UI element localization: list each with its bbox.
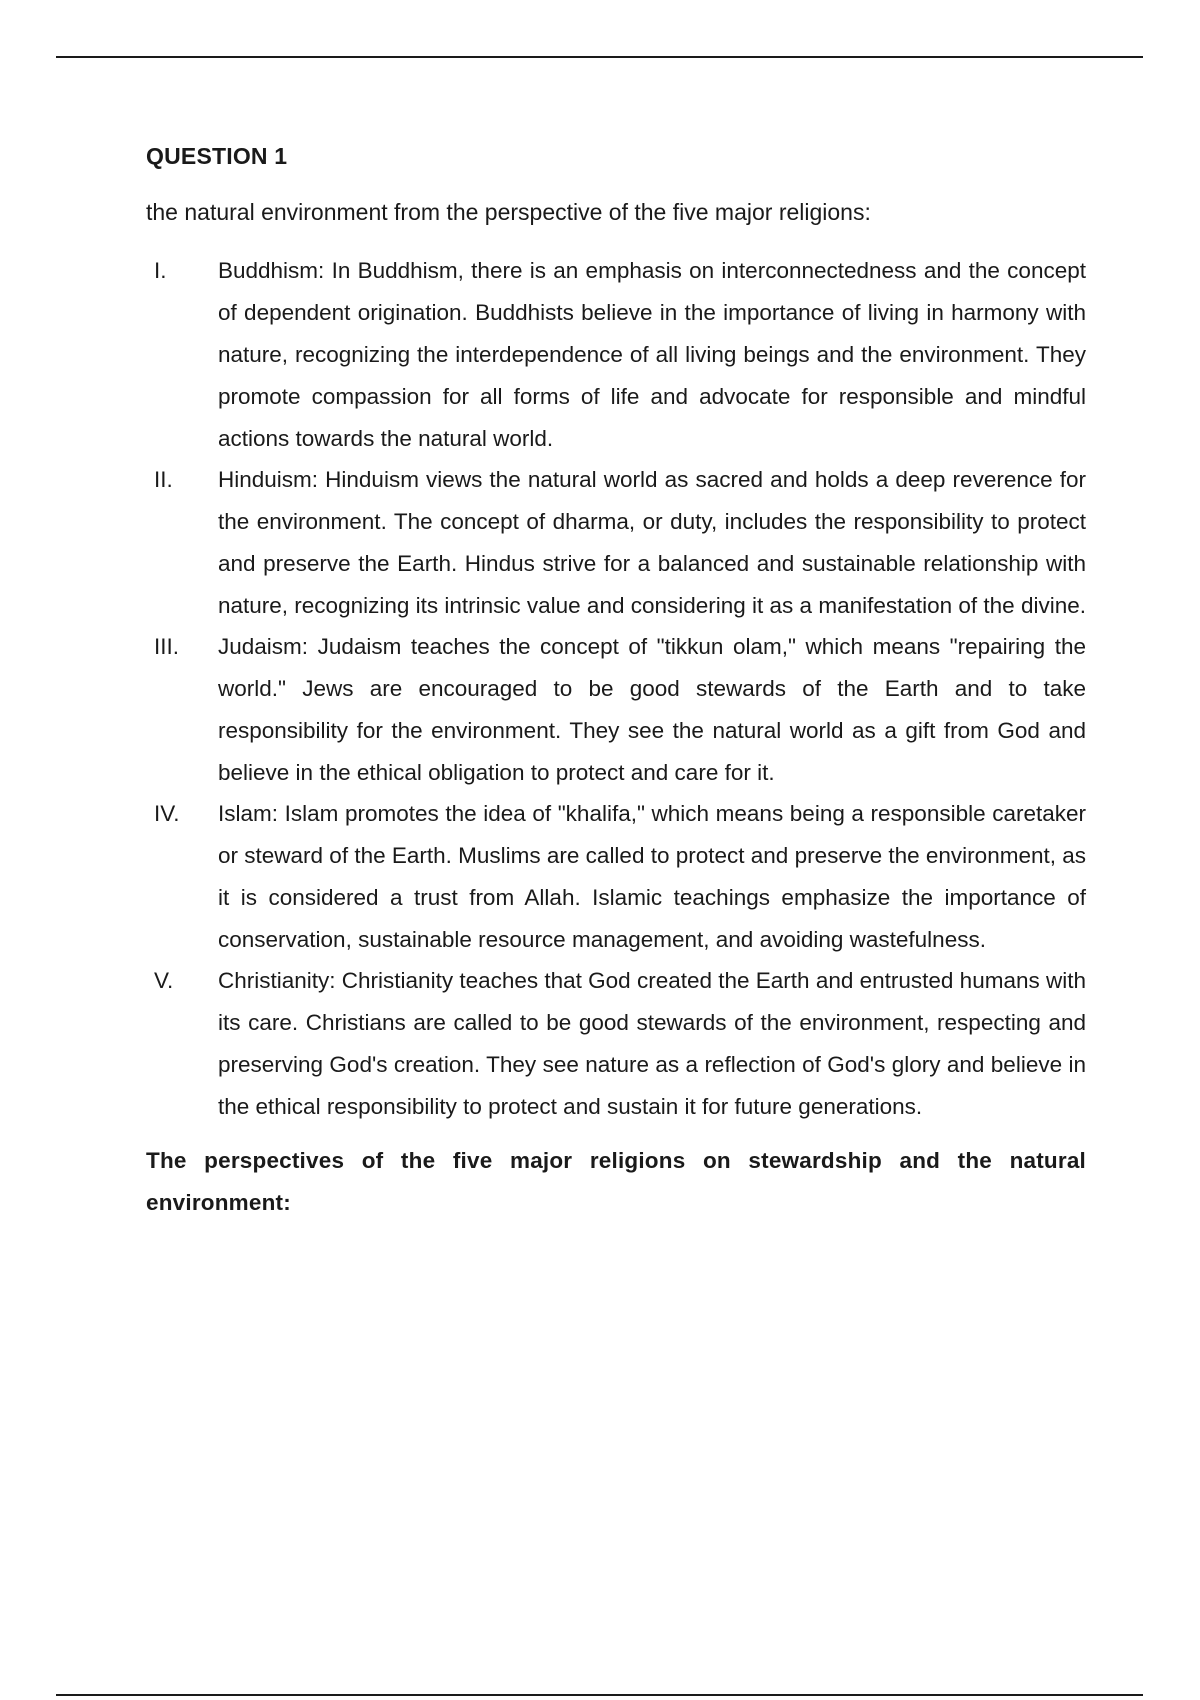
list-numeral: III. bbox=[154, 634, 180, 659]
bottom-rule bbox=[56, 1694, 1143, 1696]
top-rule bbox=[56, 56, 1143, 58]
list-numeral: I. bbox=[154, 258, 167, 283]
intro-paragraph: the natural environment from the perspective of the five major religions: bbox=[146, 199, 871, 225]
list-item bbox=[146, 459, 1086, 627]
list-item bbox=[146, 250, 1086, 460]
closing-heading: The perspectives of the five major religions on stewardship and the natural environment: bbox=[146, 1148, 1086, 1215]
list-item-text: Christianity: Christianity teaches that God created the Earth and entrusted humans with its care. Christians are called to be good stewards of the environment, respecting and preserving God's creation. They see nature as a reflection of God's glory and believe in the ethical responsibility to protect and sustain it for future generations. bbox=[218, 968, 1086, 1119]
list-item-text: Judaism: Judaism teaches the concept of "tikkun olam," which means "repairing the world." Jews are encouraged to be good stewards of the Earth and to take responsibility for the environment. They see the natural world as a gift from God and believe in the ethical obligation to protect and care for it. bbox=[218, 634, 1086, 785]
list-item-text: Islam: Islam promotes the idea of "khalifa," which means being a responsible caretaker or steward of the Earth. Muslims are called to protect and preserve the environment, as it is considered a trust from Allah. Islamic teachings emphasize the importance of conservation, sustainable resource management, and avoiding wastefulness. bbox=[218, 801, 1086, 952]
list-item bbox=[146, 793, 1086, 961]
question-heading: QUESTION 1 bbox=[146, 143, 288, 169]
list-item-text: Hinduism: Hinduism views the natural world as sacred and holds a deep reverence for the environment. The concept of dharma, or duty, includes the responsibility to protect and preserve the Earth. Hindus strive for a balanced and sustainable relationship with nature, recognizing its intrinsic value and considering it as a manifestation of the divine. bbox=[218, 467, 1086, 618]
list-item bbox=[146, 626, 1086, 794]
list-numeral: II. bbox=[154, 467, 173, 492]
document-body bbox=[146, 141, 1086, 1224]
list-item-text: Buddhism: In Buddhism, there is an emphasis on interconnectedness and the concept of dependent origination. Buddhists believe in the importance of living in harmony with nature, recognizing the interdependence of all living beings and the environment. They promote compassion for all forms of life and advocate for responsible and mindful actions towards the natural world. bbox=[218, 258, 1086, 451]
list-item bbox=[146, 960, 1086, 1128]
list-numeral: IV. bbox=[154, 801, 180, 826]
list-numeral: V. bbox=[154, 968, 174, 993]
religion-list bbox=[146, 250, 1086, 1128]
